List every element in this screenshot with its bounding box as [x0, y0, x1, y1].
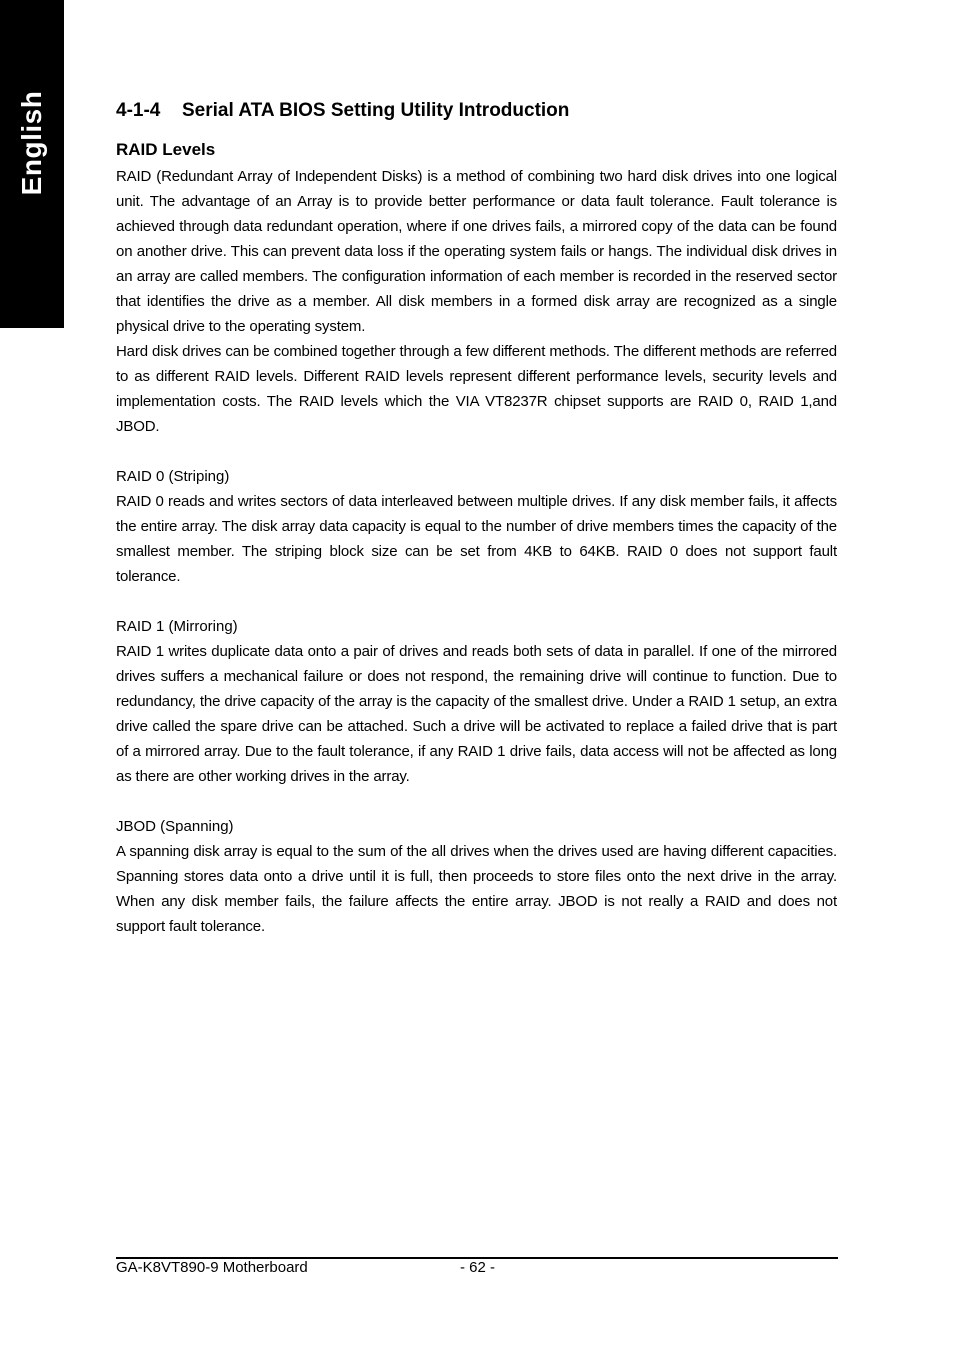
footer-product-name: GA-K8VT890-9 Motherboard	[116, 1259, 308, 1276]
spacer	[116, 589, 837, 614]
section-heading	[116, 98, 837, 124]
jbod-description: A spanning disk array is equal to the sum of the all drives when the drives used are having different capacities. Spanning stores data onto a drive until it is full, then proceeds to store files onto the next drive in the array. When any disk member fails, the failure affects the entire array. JBOD is not really a RAID and does not support fault tolerance.	[116, 843, 837, 935]
raid0-description: RAID 0 reads and writes sectors of data interleaved between multiple drives. If any disk member fails, it affects the entire array. The disk array data capacity is equal to the number of drive members times the capacity of the smallest member. The striping block size can be set from 4KB to 64KB. RAID 0 does not support fault tolerance.	[116, 493, 837, 585]
section-number: 4-1-4	[116, 100, 161, 121]
raid1-title: RAID 1 (Mirroring)	[116, 618, 238, 635]
spacer	[116, 439, 837, 464]
footer-page-number: - 62 -	[460, 1259, 496, 1276]
raid-methods-paragraph: Hard disk drives can be combined together through a few different methods. The different methods are referred to as different RAID levels. Different RAID levels represent different performance levels, security levels and implementation costs. The RAID levels which the VIA VT8237R chipset supports are RAID 0, RAID 1,and JBOD.	[116, 343, 837, 435]
raid0-title: RAID 0 (Striping)	[116, 468, 230, 485]
raid-levels-heading: RAID Levels	[116, 140, 216, 159]
page-content	[116, 98, 837, 939]
section-title: Serial ATA BIOS Setting Utility Introduction	[182, 100, 570, 121]
raid-intro-paragraph: RAID (Redundant Array of Independent Disks) is a method of combining two hard disk drives into one logical unit. The advantage of an Array is to provide better performance or data fault tolerance. Fault tolerance is achieved through data redundant operation, where if one drives fails, a mirrored copy of the data can be found on another drive. This can prevent data loss if the operating system fails or hangs. The individual disk drives in an array are called members. The configuration information of each member is recorded in the reserved sector that identifies the drive as a member. All disk members in a formed disk array are recognized as a single physical drive to the operating system.	[116, 168, 837, 335]
language-side-tab	[0, 0, 64, 328]
jbod-title: JBOD (Spanning)	[116, 818, 234, 835]
raid1-description: RAID 1 writes duplicate data onto a pair of drives and reads both sets of data in parallel. If one of the mirrored drives suffers a mechanical failure or does not respond, the remaining drive will continue to function. Due to redundancy, the drive capacity of the array is the capacity of the smallest drive. Under a RAID 1 setup, an extra drive called the spare drive can be attached. Such a drive will be activated to replace a failed drive that is part of a mirrored array. Due to the fault tolerance, if any RAID 1 drive fails, data access will not be affected as long as there are other working drives in the array.	[116, 643, 837, 785]
language-tab-label: English	[16, 90, 47, 196]
spacer	[116, 789, 837, 814]
